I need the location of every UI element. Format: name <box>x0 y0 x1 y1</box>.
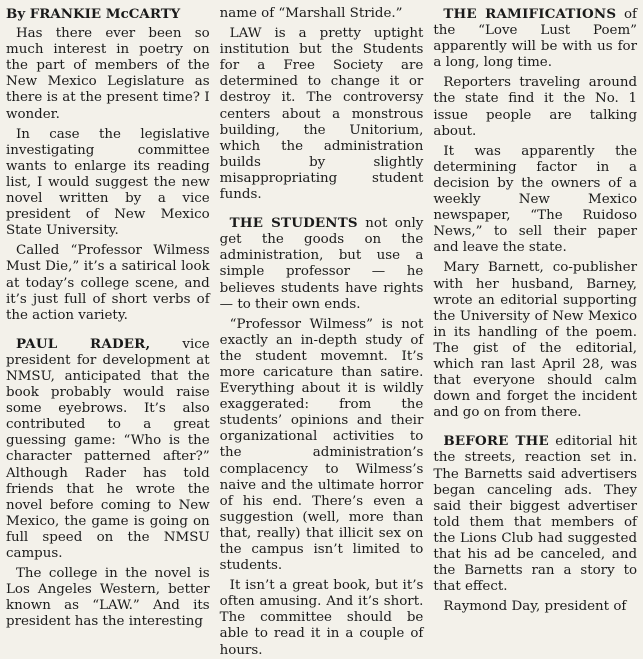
paragraph-text: of the “Love Lust Poem” apparently will be with us for a long, long time. <box>433 7 638 71</box>
paragraph <box>220 317 424 575</box>
paragraph-text: “Professor Wilmess” is not exactly an in-depth study of the student movemnt. It’s more caricature than satire. Everything about it is wildly exaggerated: from the students’ opinions and their organizational activities to the administration’s complacency to Wilmess’s naive and the ultimate horror of his end. There’s even a suggestion (well, more than that, really) that illicit sex on the campus isn’t limited to students. <box>219 316 424 574</box>
paragraph <box>220 26 424 203</box>
paragraph-text: Reporters traveling around the state find it the No. 1 issue people are talking about. <box>433 75 638 139</box>
paragraph <box>433 144 637 257</box>
paragraph-text: Has there ever been so much interest in poetry on the part of members of the New Mexico Legislature as there is at the present time? I wonder. <box>6 26 210 122</box>
paragraph <box>6 127 210 240</box>
column-1 <box>6 6 210 631</box>
paragraph <box>6 336 210 562</box>
paragraph-text: Mary Barnett, co-publisher with her husband, Barney, wrote an editorial supporting the University of New Mexico in its handling of the poem. The gist of the editorial, which ran last April 28, was that everyone should calm down and forget the incident and go on from there. <box>433 260 638 421</box>
paragraph-text: editorial hit the streets, reaction set in. The Barnetts said advertisers began canceling ads. They said their biggest advertiser told them that members of the Lions Club had suggested that his ad be canceled, and the Barnetts ran a story to that effect. <box>433 434 638 595</box>
paragraph-text: Raymond Day, president of <box>443 599 627 615</box>
paragraph-text: vice president for development at NMSU, anticipated that the book probably would raise some eyebrows. It’s also contributed to a great guessing game: “Who is the character patterned after?” Although Rader has told friends that he wrote the novel before coming to New Mexico, the game is going on full speed on the NMSU campus. <box>6 336 210 561</box>
paragraph-text: not only get the goods on the administration, but use a simple professor — he believes students have rights — to their own ends. <box>219 216 424 312</box>
byline: By FRANKIE McCARTY <box>6 6 181 22</box>
column-3 <box>433 6 637 631</box>
paragraph <box>220 6 424 22</box>
paragraph-text: It isn’t a great book, but it’s often amusing. And it’s short. The committee should be able to read it in a couple of hours. <box>219 578 424 658</box>
paragraph-lead: THE RAMIFICATIONS <box>443 6 617 22</box>
paragraph-text: LAW is a pretty uptight institution but the Students for a Free Society are determined to change it or destroy it. The controversy centers about a monstrous building, the Unitorium, which the administration builds by slightly misappropriating student funds. <box>219 26 424 203</box>
paragraph <box>220 215 424 313</box>
paragraph <box>433 6 637 71</box>
paragraph <box>220 578 424 658</box>
paragraph-text: In case the legislative investigating committee wants to enlarge its reading list, I would suggest the new novel written by a vice president of New Mexico State University. <box>6 126 210 239</box>
paragraph-lead: PAUL RADER, <box>16 335 151 352</box>
paragraph-text: It was apparently the determining factor in a decision by the owners of a weekly New Mexico newspaper, “The Ruidoso News,” to sell their paper and leave the state. <box>433 143 638 256</box>
column-2 <box>219 6 424 658</box>
paragraph <box>6 566 210 630</box>
paragraph <box>6 243 210 323</box>
paragraph <box>6 26 210 123</box>
paragraph <box>433 75 637 139</box>
paragraph <box>433 599 637 615</box>
paragraph-lead: THE STUDENTS <box>229 215 358 232</box>
paragraph-text: name of “Marshall Stride.” <box>219 6 403 21</box>
paragraph <box>433 433 637 595</box>
paragraph-text: Called “Professor Wilmess Must Die,” it’s a satirical look at today’s college scene, and it’s just full of short verbs of the action variety. <box>6 243 210 323</box>
paragraph-text: The college in the novel is Los Angeles Western, better known as “LAW.” And its president has the interesting <box>6 566 210 630</box>
paragraph-lead: BEFORE THE <box>443 433 549 450</box>
paragraph <box>433 260 637 421</box>
